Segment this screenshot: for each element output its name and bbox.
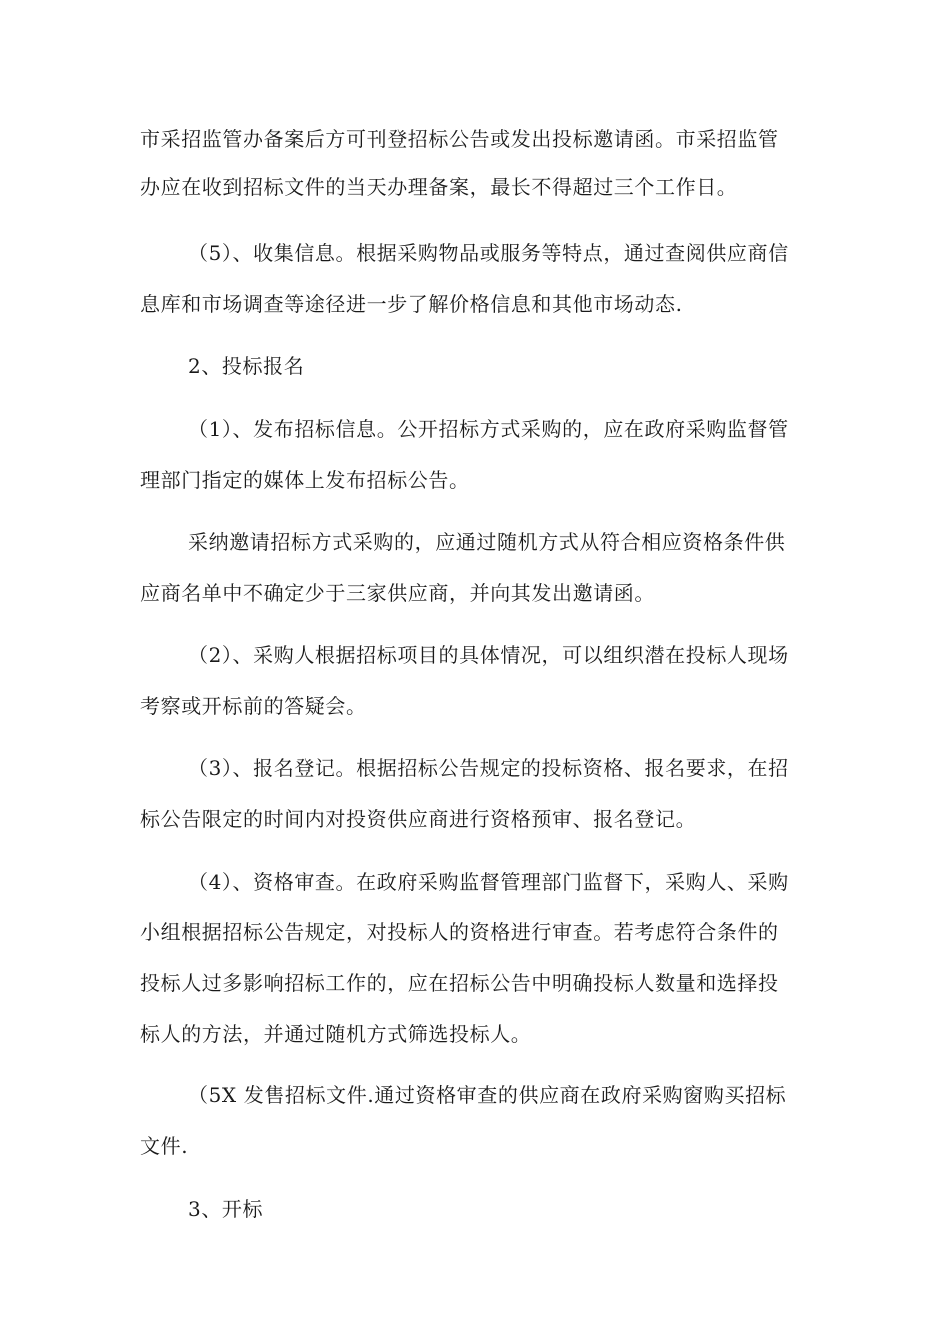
text-line: （5X 发售招标文件.通过资格审查的供应商在政府采购窗购买招标 xyxy=(188,1083,787,1107)
text-line: 考察或开标前的答疑会。 xyxy=(140,694,367,718)
section-heading: 3、开标 xyxy=(188,1197,264,1221)
text-line: （3）、报名登记。根据招标公告规定的投标资格、报名要求，在招 xyxy=(188,756,789,780)
section-heading: 2、投标报名 xyxy=(188,354,305,378)
text-line: 投标人过多影响招标工作的，应在招标公告中明确投标人数量和选择投 xyxy=(140,971,779,995)
text-line: 应商名单中不确定少于三家供应商，并向其发出邀请函。 xyxy=(140,581,655,605)
text-line: 小组根据招标公告规定，对投标人的资格进行审查。若考虑符合条件的 xyxy=(140,920,779,944)
text-line: （5）、收集信息。根据采购物品或服务等特点，通过查阅供应商信 xyxy=(188,241,789,265)
text-line: （1）、发布招标信息。公开招标方式采购的，应在政府采购监督管 xyxy=(188,417,789,441)
text-line: （4）、资格审查。在政府采购监督管理部门监督下，采购人、采购 xyxy=(188,870,789,894)
text-line: 标人的方法，并通过随机方式筛选投标人。 xyxy=(140,1022,532,1046)
text-line: 采纳邀请招标方式采购的，应通过随机方式从符合相应资格条件供 xyxy=(188,530,786,554)
text-line: 理部门指定的媒体上发布招标公告。 xyxy=(140,468,470,492)
text-line: （2）、采购人根据招标项目的具体情况，可以组织潜在投标人现场 xyxy=(188,643,789,667)
text-line: 标公告限定的时间内对投资供应商进行资格预审、报名登记。 xyxy=(140,807,697,831)
text-line: 息库和市场调查等途径进一步了解价格信息和其他市场动态. xyxy=(140,292,683,316)
text-line: 市采招监管办备案后方可刊登招标公告或发出投标邀请函。市采招监管 xyxy=(140,127,779,151)
text-line: 办应在收到招标文件的当天办理备案，最长不得超过三个工作日。 xyxy=(140,175,738,199)
text-line: 文件. xyxy=(140,1134,189,1158)
